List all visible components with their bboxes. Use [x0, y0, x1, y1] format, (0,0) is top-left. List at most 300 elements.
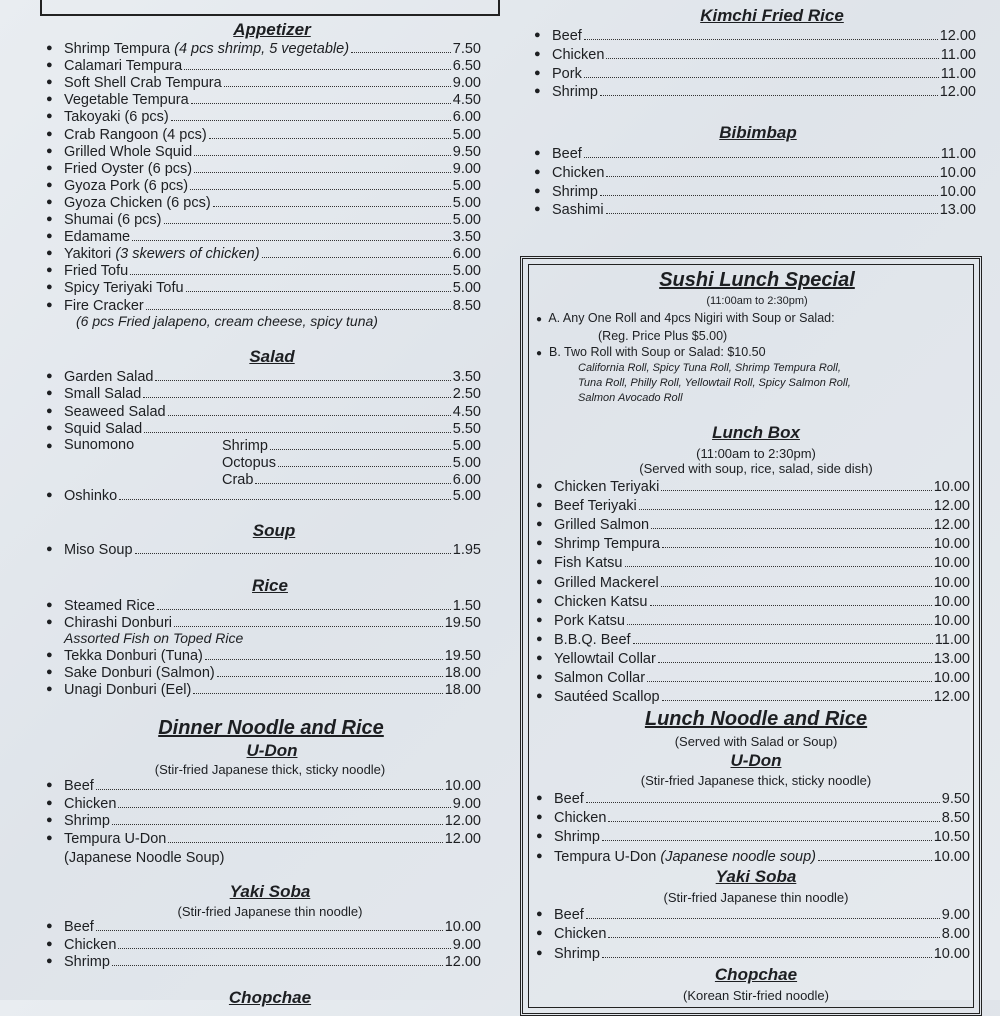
item-name	[64, 831, 166, 847]
bullet-icon: ●	[46, 421, 53, 434]
item-name	[64, 648, 203, 664]
bullet-icon: ●	[536, 811, 543, 824]
lunch-yakisoba-title: Yaki Soba	[715, 867, 797, 886]
item-name	[554, 517, 649, 533]
menu-item-row	[46, 279, 481, 296]
soup-title: Soup	[252, 521, 296, 540]
item-name-text: Vegetable Tempura	[64, 92, 189, 109]
sunomono-option	[222, 454, 481, 471]
rice-title: Rice	[252, 576, 288, 595]
item-name-text: Chicken	[554, 926, 607, 943]
dinner-noodle-title: Dinner Noodle and Rice	[158, 717, 384, 739]
item-name-text: Chicken	[64, 795, 117, 812]
item-name	[554, 555, 623, 571]
item-price: 10.00	[444, 919, 481, 935]
item-price: 9.00	[452, 936, 481, 953]
item-price: 6.50	[452, 58, 481, 75]
menu-item-row	[46, 385, 481, 402]
dot-leader	[96, 789, 443, 790]
item-name	[552, 202, 604, 218]
bullet-icon: ●	[46, 42, 53, 54]
item-name	[64, 615, 172, 631]
menu-item-row	[46, 143, 481, 160]
dot-leader	[186, 291, 451, 292]
item-name	[64, 212, 162, 228]
item-name	[554, 907, 584, 923]
dot-leader	[96, 930, 443, 931]
dot-leader	[155, 380, 450, 381]
item-name	[552, 84, 598, 100]
item-name	[64, 161, 192, 177]
sushi-rolls-line-3: Salmon Avocado Roll	[578, 392, 683, 404]
item-name-text: Fried Tofu	[64, 263, 129, 280]
item-price: 8.50	[941, 810, 970, 827]
dot-leader	[351, 52, 451, 53]
menu-item-row	[536, 828, 970, 845]
item-price: 10.00	[444, 778, 481, 794]
menu-item-row	[536, 478, 970, 495]
item-name-text: Shrimp Tempura	[554, 536, 661, 553]
menu-item-row	[536, 497, 970, 514]
item-price: 11.00	[940, 65, 976, 82]
item-price: 8.00	[941, 926, 970, 943]
sunomono-label	[46, 437, 134, 453]
item-name	[554, 946, 600, 962]
dot-leader	[171, 120, 451, 121]
item-price: 5.00	[452, 212, 481, 228]
item-price: 5.00	[452, 126, 481, 143]
item-price: 10.00	[933, 945, 970, 962]
item-name-text: Beef	[554, 907, 584, 923]
item-name	[64, 421, 142, 437]
item-price: 12.00	[939, 28, 976, 44]
item-price: 9.00	[941, 907, 970, 923]
bullet-icon: ●	[536, 849, 543, 862]
item-price: 10.00	[933, 670, 970, 686]
item-name-text: Shrimp	[554, 945, 600, 962]
item-price: 9.00	[452, 75, 481, 92]
item-name-text: Grilled Whole Squid	[64, 143, 193, 160]
item-price: 10.00	[933, 612, 970, 629]
item-name	[64, 813, 110, 829]
bullet-icon: ●	[46, 178, 53, 191]
item-name	[554, 651, 656, 667]
lunch-box-title: Lunch Box	[712, 423, 800, 442]
menu-item-row	[46, 812, 481, 829]
bullet-icon: ●	[46, 298, 53, 311]
item-name-text: Salmon Collar	[554, 670, 646, 686]
dot-leader	[132, 240, 451, 241]
dot-leader	[190, 189, 451, 190]
item-name	[64, 937, 116, 953]
item-name-text: Chirashi Donburi	[64, 615, 172, 631]
bullet-icon: ●	[536, 613, 543, 626]
item-name-text: Sashimi	[552, 202, 604, 219]
dot-leader	[627, 624, 932, 625]
menu-item-row	[46, 487, 481, 504]
bullet-icon: ●	[536, 537, 543, 550]
bullet-icon: ●	[534, 85, 541, 98]
item-price: 2.50	[452, 386, 481, 403]
bullet-icon: ●	[536, 575, 543, 588]
menu-item-row	[536, 516, 970, 533]
bullet-icon: ●	[46, 489, 53, 501]
menu-item-row	[46, 211, 481, 228]
dinner-yakisoba-desc: (Stir-fried Japanese thin noodle)	[177, 904, 363, 919]
menu-item-row	[46, 795, 481, 812]
bullet-icon: ●	[46, 213, 53, 225]
item-name-text: Garden Salad	[64, 369, 154, 385]
dot-leader	[584, 77, 939, 78]
item-name-text: Beef	[552, 146, 582, 162]
dot-leader	[194, 172, 451, 173]
lunch-udon-title: U-Don	[730, 751, 782, 770]
item-name	[554, 632, 631, 648]
sunomono-name: Sunomono	[64, 437, 135, 453]
item-name-text: Chicken Teriyaki	[554, 479, 660, 495]
lunch-box-hours: (11:00am to 2:30pm)	[696, 446, 816, 461]
item-name-text: Shrimp	[64, 954, 110, 970]
bullet-icon: ●	[46, 76, 53, 89]
menu-item-row	[46, 647, 481, 664]
menu-item-row	[46, 57, 481, 74]
item-price: 12.00	[933, 517, 970, 534]
dot-leader	[118, 948, 450, 949]
lunch-noodle-title: Lunch Noodle and Rice	[644, 708, 868, 730]
bullet-icon: ●	[46, 955, 53, 967]
dot-leader	[584, 157, 939, 158]
item-price: 10.00	[933, 574, 970, 591]
item-name-text: Shrimp Tempura	[64, 41, 175, 57]
item-name-text: Chicken	[552, 46, 605, 63]
bullet-icon: ●	[46, 59, 53, 72]
item-name	[64, 58, 182, 74]
item-name-text: Crab Rangoon (4 pcs)	[64, 126, 207, 143]
menu-item-row	[536, 925, 970, 942]
item-price: 5.00	[452, 488, 481, 504]
item-price: 18.00	[444, 682, 481, 698]
bullet-icon: ●	[46, 440, 53, 452]
bullet-icon: ●	[536, 594, 543, 607]
lunch-udon-desc: (Stir-fried Japanese thick, sticky noodle)	[640, 773, 872, 788]
bullet-icon: ●	[46, 281, 53, 294]
menu-item-row	[46, 177, 481, 194]
dot-leader	[112, 965, 443, 966]
item-price: 19.50	[444, 615, 481, 631]
item-name	[552, 28, 582, 44]
item-name-text: Yellowtail Collar	[554, 650, 656, 667]
bullet-icon: ●	[46, 649, 53, 661]
item-name	[552, 47, 604, 63]
item-name-text: Fish Katsu	[554, 555, 623, 572]
dinner-udon-desc: (Stir-fried Japanese thick, sticky noodle)	[154, 762, 386, 777]
dot-leader	[586, 918, 940, 919]
menu-item-row	[536, 906, 970, 923]
item-name-text: Beef	[552, 28, 582, 44]
menu-item-row	[46, 777, 481, 794]
dot-leader	[143, 397, 450, 398]
dot-leader	[606, 58, 938, 59]
item-name	[64, 144, 192, 160]
item-name-text: Takoyaki (6 pcs)	[64, 109, 169, 126]
item-price: 11.00	[940, 146, 976, 162]
menu-item-row	[46, 297, 481, 314]
item-name	[64, 280, 184, 296]
item-name-text: Shumai (6 pcs)	[64, 212, 162, 228]
dot-leader	[639, 509, 932, 510]
item-name-text: Chicken	[552, 164, 605, 181]
item-price: 10.50	[933, 829, 970, 846]
menu-item-row	[46, 228, 481, 245]
menu-item-row	[46, 368, 481, 385]
item-name-text: Yakitori	[64, 246, 116, 263]
menu-item-row	[46, 245, 481, 262]
option-name: Shrimp	[222, 438, 268, 454]
item-price: 12.00	[444, 954, 481, 970]
bullet-icon: ●	[46, 127, 53, 140]
item-name-text: Grilled Salmon	[554, 517, 650, 534]
dot-leader	[658, 662, 932, 663]
item-name	[554, 791, 584, 807]
item-name	[64, 369, 153, 385]
dot-leader	[606, 176, 937, 177]
dot-leader	[130, 274, 451, 275]
header-box	[40, 0, 500, 16]
dot-leader	[650, 605, 932, 606]
sunomono-option	[222, 471, 481, 488]
menu-item-row	[534, 145, 976, 162]
bullet-icon: ●	[46, 230, 53, 243]
item-name-text: Unagi Donburi (Eel)	[64, 682, 192, 698]
menu-item-row	[536, 574, 970, 591]
menu-item-row	[46, 953, 481, 970]
dot-leader	[661, 586, 932, 587]
menu-item-row	[536, 650, 970, 667]
item-name-text: Gyoza Chicken (6 pcs)	[64, 194, 211, 211]
item-name-text: Chicken	[64, 936, 117, 953]
item-name-text: Shrimp	[552, 183, 598, 200]
item-name: Oshinko	[64, 488, 118, 504]
item-name-text: Shrimp	[554, 829, 600, 846]
item-note: (Japanese noodle soup)	[660, 848, 816, 865]
sushi-lunch-hours: (11:00am to 2:30pm)	[706, 295, 808, 307]
item-name	[554, 670, 645, 686]
dot-leader	[146, 309, 451, 310]
item-name-text: Chicken Katsu	[554, 593, 648, 610]
item-name	[552, 146, 582, 162]
item-name	[64, 919, 94, 935]
option-name: Octopus	[222, 455, 276, 471]
item-price: 19.50	[444, 648, 481, 664]
menu-item-row	[534, 183, 976, 200]
bullet-icon: ●	[536, 690, 543, 703]
item-name	[64, 542, 133, 558]
menu-item-row	[46, 936, 481, 953]
item-name	[554, 689, 660, 705]
kimchi-title: Kimchi Fried Rice	[700, 6, 844, 25]
lunch-noodle-desc: (Served with Salad or Soup)	[674, 734, 838, 749]
item-price: 13.00	[939, 202, 976, 219]
item-name-text: Gyoza Pork (6 pcs)	[64, 177, 189, 194]
dot-leader	[213, 206, 451, 207]
item-price: 10.00	[933, 555, 970, 572]
item-name-text: Miso Soup	[64, 542, 133, 558]
dot-leader	[209, 138, 451, 139]
item-name	[554, 849, 816, 865]
menu-item-row	[46, 597, 481, 614]
menu-item-row	[46, 194, 481, 211]
bullet-icon: ●	[534, 165, 541, 178]
menu-item-row	[534, 27, 976, 44]
item-price: 11.00	[934, 631, 970, 648]
dot-leader	[184, 69, 451, 70]
item-price: 18.00	[444, 665, 481, 681]
item-name-text: Tekka Donburi (Tuna)	[64, 648, 203, 664]
item-price: 7.50	[452, 41, 481, 57]
dot-leader	[278, 466, 451, 467]
sushi-lunch-title: Sushi Lunch Special	[659, 269, 855, 291]
item-price: 12.00	[933, 498, 970, 515]
bullet-icon: ●	[534, 203, 541, 216]
bullet-icon: ●	[46, 93, 53, 106]
menu-item-row	[534, 201, 976, 218]
item-name-text: Beef	[64, 919, 94, 935]
dot-leader	[224, 86, 451, 87]
dot-leader	[112, 824, 443, 825]
menu-item-row	[46, 403, 481, 420]
item-price: 11.00	[940, 46, 976, 63]
item-name-text: Tempura U-Don	[64, 830, 167, 847]
item-price: 9.00	[452, 160, 481, 177]
item-name-text: Tempura U-Don	[554, 848, 661, 865]
dot-leader	[217, 676, 443, 677]
item-name	[64, 778, 94, 794]
menu-item-row	[46, 74, 481, 91]
item-name-text: Seaweed Salad	[64, 403, 166, 420]
bullet-icon: ●	[46, 195, 53, 208]
item-price: 5.00	[452, 177, 481, 194]
option-name: Crab	[222, 472, 254, 488]
item-price: 10.00	[933, 479, 970, 495]
bullet-icon: ●	[46, 616, 53, 628]
item-name	[552, 165, 604, 181]
item-price: 10.00	[933, 848, 970, 865]
bibimbap-title: Bibimbap	[719, 123, 797, 142]
item-name	[64, 263, 128, 279]
item-name	[64, 246, 260, 262]
menu-item-row	[536, 669, 970, 686]
item-price: 8.50	[452, 297, 481, 314]
item-price: 13.00	[933, 650, 970, 667]
item-price: 10.00	[933, 536, 970, 553]
salad-title: Salad	[249, 347, 295, 366]
menu-item-row	[534, 83, 976, 100]
item-name-text: Edamame	[64, 229, 131, 246]
item-name	[64, 954, 110, 970]
dot-leader	[119, 499, 451, 500]
bullet-icon: ●	[536, 480, 543, 492]
item-name-text: Beef Teriyaki	[554, 498, 637, 515]
dot-leader	[600, 95, 938, 96]
menu-item-row	[536, 809, 970, 826]
menu-item-row	[46, 126, 481, 143]
dot-leader	[662, 547, 932, 548]
menu-item-row	[536, 790, 970, 807]
bullet-icon: ●	[46, 161, 53, 174]
menu-item-row	[536, 848, 970, 865]
bullet-icon: ●	[46, 110, 53, 123]
dot-leader	[600, 195, 938, 196]
dot-leader	[606, 213, 938, 214]
item-name-text: Sautéed Scallop	[554, 689, 660, 706]
item-name	[64, 75, 222, 91]
sushi-rolls-line-1: California Roll, Spicy Tuna Roll, Shrimp Tempura Roll,	[578, 362, 841, 374]
dot-leader	[633, 643, 933, 644]
bullet-icon: ●	[46, 543, 53, 555]
menu-item-row	[46, 664, 481, 681]
dot-leader	[168, 415, 451, 416]
item-name-text: Beef	[554, 791, 584, 807]
item-price: 10.00	[933, 593, 970, 610]
item-name	[554, 498, 637, 514]
option-price: 5.00	[452, 455, 481, 471]
item-price: 9.00	[452, 795, 481, 812]
item-price: 10.00	[939, 183, 976, 200]
option-price: 6.00	[452, 472, 481, 488]
sushi-option-a: ● A. Any One Roll and 4pcs Nigiri with Soup or Salad:	[536, 311, 835, 325]
bullet-icon: ●	[536, 792, 543, 804]
item-price: 10.00	[939, 164, 976, 181]
menu-item-row	[536, 631, 970, 648]
sushi-option-b-text: B. Two Roll with Soup or Salad: $10.50	[549, 345, 766, 359]
menu-item-row	[46, 614, 481, 631]
sunomono-option	[222, 437, 481, 454]
item-name	[552, 66, 582, 82]
item-price: 5.50	[452, 420, 481, 437]
bullet-icon: ●	[46, 247, 53, 260]
item-price: 6.00	[452, 109, 481, 126]
item-name-text: Beef	[64, 778, 94, 794]
item-name	[64, 665, 215, 681]
dot-leader	[135, 553, 451, 554]
menu-item-row	[536, 593, 970, 610]
bullet-icon: ●	[536, 671, 543, 683]
bullet-icon: ●	[46, 404, 53, 417]
item-name	[64, 386, 141, 402]
bullet-icon: ●	[46, 937, 53, 950]
appetizer-footnote: (6 pcs Fried jalapeno, cream cheese, spicy tuna)	[76, 313, 378, 329]
item-name-text: B.B.Q. Beef	[554, 631, 631, 648]
bullet-icon: ●	[46, 920, 53, 932]
dot-leader	[191, 103, 451, 104]
dot-leader	[608, 821, 939, 822]
item-name-text: Pork Katsu	[554, 612, 625, 629]
bullet-icon: ●	[46, 683, 53, 695]
bullet-icon: ●	[536, 908, 543, 920]
dot-leader	[602, 840, 932, 841]
item-name-text: Calamari Tempura	[64, 58, 183, 75]
item-price: 5.00	[452, 263, 481, 280]
item-price: 1.95	[452, 542, 481, 558]
item-name-text: Chicken	[554, 810, 607, 827]
dot-leader	[262, 257, 451, 258]
item-name	[64, 598, 155, 614]
menu-item-row	[46, 91, 481, 108]
dot-leader	[647, 681, 932, 682]
dot-leader	[168, 842, 442, 843]
dot-leader	[625, 566, 932, 567]
dot-leader	[270, 449, 451, 450]
